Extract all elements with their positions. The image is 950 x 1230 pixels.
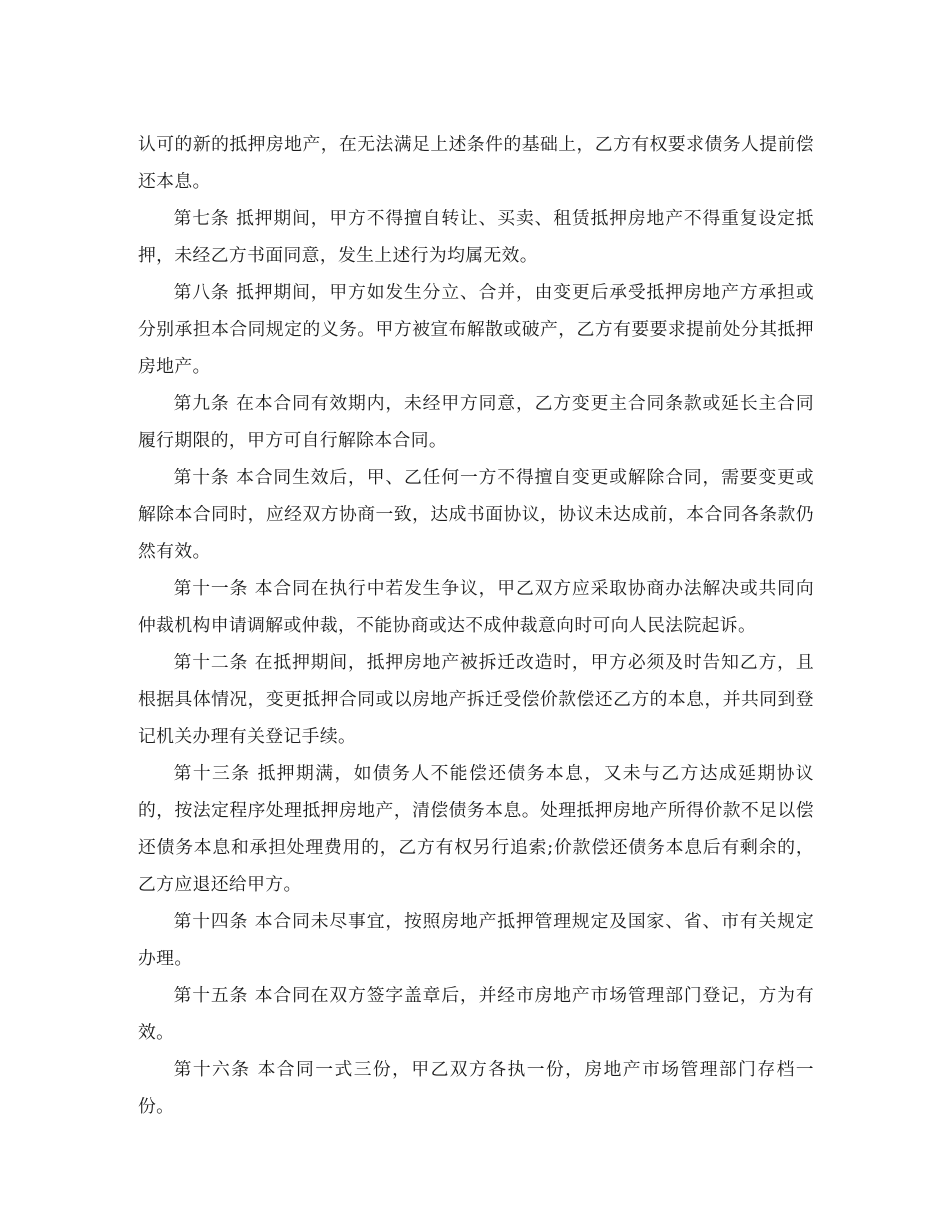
article-12: 第十二条 在抵押期间，抵押房地产被拆迁改造时，甲方必须及时告知乙方，且根据具体情况，变更抵押合同或以房地产拆迁受偿价款偿还乙方的本息，并共同到登记机关办理有关登记手续。 — [138, 652, 814, 747]
article-8: 第八条 抵押期间，甲方如发生分立、合并，由变更后承受抵押房地产方承担或分别承担本合同规定的义务。甲方被宣布解散或破产，乙方有要要求提前处分其抵押房地产。 — [138, 282, 814, 377]
article-7: 第七条 抵押期间，甲方不得擅自转让、买卖、租赁抵押房地产不得重复设定抵押，未经乙方书面同意，发生上述行为均属无效。 — [138, 208, 814, 266]
contract-body — [138, 126, 814, 1125]
article-10: 第十条 本合同生效后，甲、乙任何一方不得擅自变更或解除合同，需要变更或解除本合同时，应经双方协商一致，达成书面协议，协议未达成前，本合同各条款仍然有效。 — [138, 467, 814, 562]
article-9: 第九条 在本合同有效期内，未经甲方同意，乙方变更主合同条款或延长主合同履行期限的，甲方可自行解除本合同。 — [138, 393, 814, 451]
article-14: 第十四条 本合同未尽事宜，按照房地产抵押管理规定及国家、省、市有关规定办理。 — [138, 911, 814, 969]
article-11: 第十一条 本合同在执行中若发生争议，甲乙双方应采取协商办法解决或共同向仲裁机构申请调解或仲裁，不能协商或达不成仲裁意向时可向人民法院起诉。 — [138, 578, 814, 636]
paragraph-continuation: 认可的新的抵押房地产，在无法满足上述条件的基础上，乙方有权要求债务人提前偿还本息。 — [138, 134, 814, 192]
article-16: 第十六条 本合同一式三份，甲乙双方各执一份，房地产市场管理部门存档一份。 — [138, 1059, 814, 1117]
article-13: 第十三条 抵押期满，如债务人不能偿还债务本息，又未与乙方达成延期协议的，按法定程序处理抵押房地产，清偿债务本息。处理抵押房地产所得价款不足以偿还债务本息和承担处理费用的，乙方有权另行追索;价款偿还债务本息后有剩余的，乙方应退还给甲方。 — [138, 763, 814, 895]
article-15: 第十五条 本合同在双方签字盖章后，并经市房地产市场管理部门登记，方为有效。 — [138, 985, 814, 1043]
